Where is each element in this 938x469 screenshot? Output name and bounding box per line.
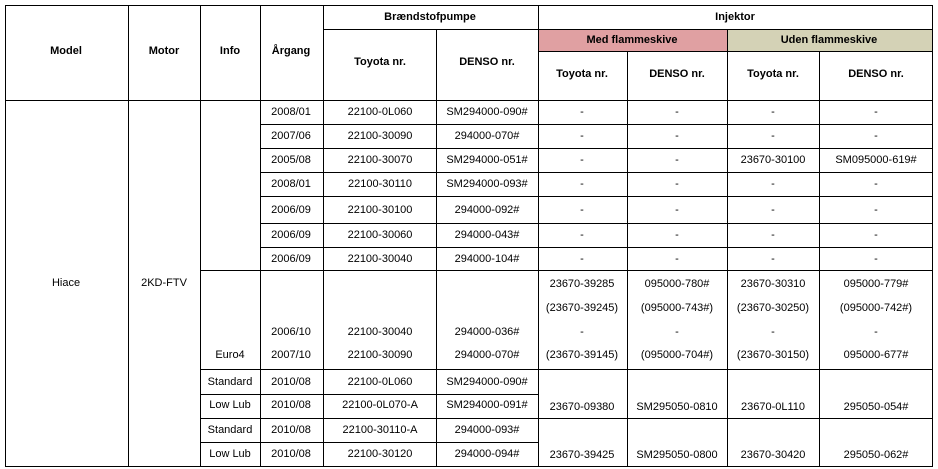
med-denso-cell: -	[675, 253, 679, 265]
grid-line	[200, 270, 933, 271]
pump-denso-cell: SM294000-091#	[446, 399, 528, 411]
med-denso-cell: -	[675, 229, 679, 241]
grid-line	[5, 5, 933, 6]
med-toyota-cell: (23670-39245)	[545, 302, 619, 314]
pump-denso-cell: SM294000-090#	[446, 376, 528, 388]
grid-line	[128, 5, 129, 467]
header-uden-toyota-nr: Toyota nr.	[747, 68, 799, 80]
pump-denso-cell: SM294000-051#	[446, 154, 528, 166]
uden-toyota-cell: -	[771, 229, 775, 241]
med-denso-cell: -	[675, 326, 679, 338]
med-denso-cell: (095000-704#)	[640, 349, 714, 361]
year-cell: 2010/08	[271, 376, 311, 388]
year-cell: 2010/08	[271, 399, 311, 411]
grid-line	[200, 418, 933, 419]
med-toyota-cell: 23670-09380	[549, 401, 615, 413]
pump-denso-cell: 294000-043#	[454, 229, 520, 241]
pump-denso-cell: SM294000-093#	[446, 178, 528, 190]
year-cell: 2010/08	[271, 424, 311, 436]
year-cell: 2008/01	[271, 106, 311, 118]
grid-line	[5, 100, 933, 101]
med-toyota-cell: -	[580, 178, 584, 190]
med-toyota-cell: -	[580, 154, 584, 166]
uden-denso-cell: 095000-677#	[843, 349, 909, 361]
grid-line	[260, 172, 933, 173]
grid-line	[323, 5, 324, 467]
pump-toyota-cell: 22100-30090	[347, 130, 413, 142]
header-braendstofpumpe: Brændstofpumpe	[384, 11, 476, 23]
header-med-denso-nr: DENSO nr.	[649, 68, 705, 80]
pump-toyota-cell: 22100-30070	[347, 154, 413, 166]
uden-toyota-cell: -	[771, 326, 775, 338]
grid-line	[819, 51, 820, 467]
grid-line	[260, 247, 933, 248]
pump-denso-cell: 294000-070#	[454, 130, 520, 142]
info-cell: Low Lub	[209, 448, 251, 460]
uden-toyota-cell: -	[771, 178, 775, 190]
pump-denso-cell: 294000-094#	[454, 448, 520, 460]
year-cell: 2006/09	[271, 253, 311, 265]
grid-line	[538, 51, 933, 52]
header-uden-flammeskive: Uden flammeskive	[780, 34, 878, 46]
med-toyota-cell: -	[580, 130, 584, 142]
grid-line	[260, 124, 933, 125]
info-cell: Standard	[207, 424, 253, 436]
med-denso-cell: 095000-780#	[644, 278, 710, 290]
pump-toyota-cell: 22100-30040	[347, 253, 413, 265]
med-toyota-cell: 23670-39425	[549, 449, 615, 461]
uden-toyota-cell: (23670-30250)	[736, 302, 810, 314]
grid-line	[538, 5, 539, 467]
med-toyota-cell: 23670-39285	[549, 278, 615, 290]
med-toyota-cell: (23670-39145)	[545, 349, 619, 361]
grid-line	[436, 29, 437, 467]
uden-denso-cell: -	[874, 106, 878, 118]
year-cell: 2010/08	[271, 448, 311, 460]
uden-toyota-cell: -	[771, 106, 775, 118]
uden-denso-cell: 295050-062#	[843, 449, 909, 461]
med-denso-cell: -	[675, 106, 679, 118]
pump-toyota-cell: 22100-30120	[347, 448, 413, 460]
grid-line	[200, 5, 201, 467]
grid-line	[260, 5, 261, 467]
med-toyota-cell: -	[580, 204, 584, 216]
uden-denso-cell: (095000-742#)	[839, 302, 913, 314]
pump-denso-cell: 294000-093#	[454, 424, 520, 436]
year-cell: 2008/01	[271, 178, 311, 190]
pump-toyota-cell: 22100-30110	[347, 178, 413, 190]
pump-toyota-cell: 22100-30090	[347, 349, 413, 361]
pump-toyota-cell: 22100-0L070-A	[342, 399, 418, 411]
uden-toyota-cell: 23670-30100	[740, 154, 806, 166]
uden-denso-cell: SM095000-619#	[835, 154, 917, 166]
grid-line	[5, 5, 6, 467]
info-cell: Euro4	[215, 349, 245, 361]
header-injektor: Injektor	[715, 11, 755, 23]
grid-line	[727, 29, 728, 467]
pump-denso-cell: 294000-092#	[454, 204, 520, 216]
uden-denso-cell: -	[874, 326, 878, 338]
pump-denso-cell: 294000-070#	[454, 349, 520, 361]
grid-line	[932, 5, 933, 467]
pump-toyota-cell: 22100-0L060	[347, 106, 413, 118]
grid-line	[260, 148, 933, 149]
uden-denso-cell: 295050-054#	[843, 401, 909, 413]
motor-cell: 2KD-FTV	[141, 277, 187, 289]
header-pump-denso-nr: DENSO nr.	[459, 56, 515, 68]
uden-toyota-cell: -	[771, 253, 775, 265]
uden-toyota-cell: -	[771, 204, 775, 216]
uden-toyota-cell: 23670-30310	[740, 278, 806, 290]
header-motor: Motor	[148, 45, 180, 57]
pump-toyota-cell: 22100-30100	[347, 204, 413, 216]
header-med-flammeskive: Med flammeskive	[586, 34, 678, 46]
year-cell: 2006/09	[271, 204, 311, 216]
uden-toyota-cell: -	[771, 130, 775, 142]
info-cell: Standard	[207, 376, 253, 388]
med-denso-cell: (095000-743#)	[640, 302, 714, 314]
uden-denso-cell: -	[874, 253, 878, 265]
med-denso-cell: SM295050-0810	[636, 401, 718, 413]
header-argang: Årgang	[271, 45, 311, 57]
med-denso-cell: SM295050-0800	[636, 449, 718, 461]
grid-line	[200, 442, 538, 443]
header-model: Model	[50, 45, 82, 57]
med-denso-cell: -	[675, 130, 679, 142]
uden-denso-cell: -	[874, 178, 878, 190]
med-toyota-cell: -	[580, 106, 584, 118]
med-toyota-cell: -	[580, 326, 584, 338]
grid-line	[200, 369, 933, 370]
med-toyota-cell: -	[580, 229, 584, 241]
year-cell: 2005/08	[271, 154, 311, 166]
pump-denso-cell: 294000-104#	[454, 253, 520, 265]
uden-toyota-cell: (23670-30150)	[736, 349, 810, 361]
grid-line	[323, 29, 933, 30]
header-pump-toyota-nr: Toyota nr.	[354, 56, 406, 68]
med-toyota-cell: -	[580, 253, 584, 265]
header-info: Info	[219, 45, 241, 57]
grid-line	[5, 466, 933, 467]
grid-line	[200, 394, 538, 395]
uden-denso-cell: -	[874, 130, 878, 142]
grid-line	[260, 223, 933, 224]
pump-toyota-cell: 22100-0L060	[347, 376, 413, 388]
info-cell: Low Lub	[209, 399, 251, 411]
uden-denso-cell: -	[874, 229, 878, 241]
grid-line	[627, 51, 628, 467]
year-cell: 2006/10	[271, 326, 311, 338]
year-cell: 2007/06	[271, 130, 311, 142]
header-uden-denso-nr: DENSO nr.	[848, 68, 904, 80]
pump-denso-cell: SM294000-090#	[446, 106, 528, 118]
pump-toyota-cell: 22100-30110-A	[342, 424, 418, 436]
uden-toyota-cell: 23670-0L110	[740, 401, 806, 413]
pump-toyota-cell: 22100-30060	[347, 229, 413, 241]
header-med-toyota-nr: Toyota nr.	[556, 68, 608, 80]
grid-line	[260, 196, 933, 197]
med-denso-cell: -	[675, 154, 679, 166]
pump-denso-cell: 294000-036#	[454, 326, 520, 338]
uden-denso-cell: 095000-779#	[843, 278, 909, 290]
pump-toyota-cell: 22100-30040	[347, 326, 413, 338]
uden-toyota-cell: 23670-30420	[740, 449, 806, 461]
med-denso-cell: -	[675, 204, 679, 216]
uden-denso-cell: -	[874, 204, 878, 216]
model-cell: Hiace	[51, 277, 81, 289]
med-denso-cell: -	[675, 178, 679, 190]
year-cell: 2006/09	[271, 229, 311, 241]
year-cell: 2007/10	[271, 349, 311, 361]
